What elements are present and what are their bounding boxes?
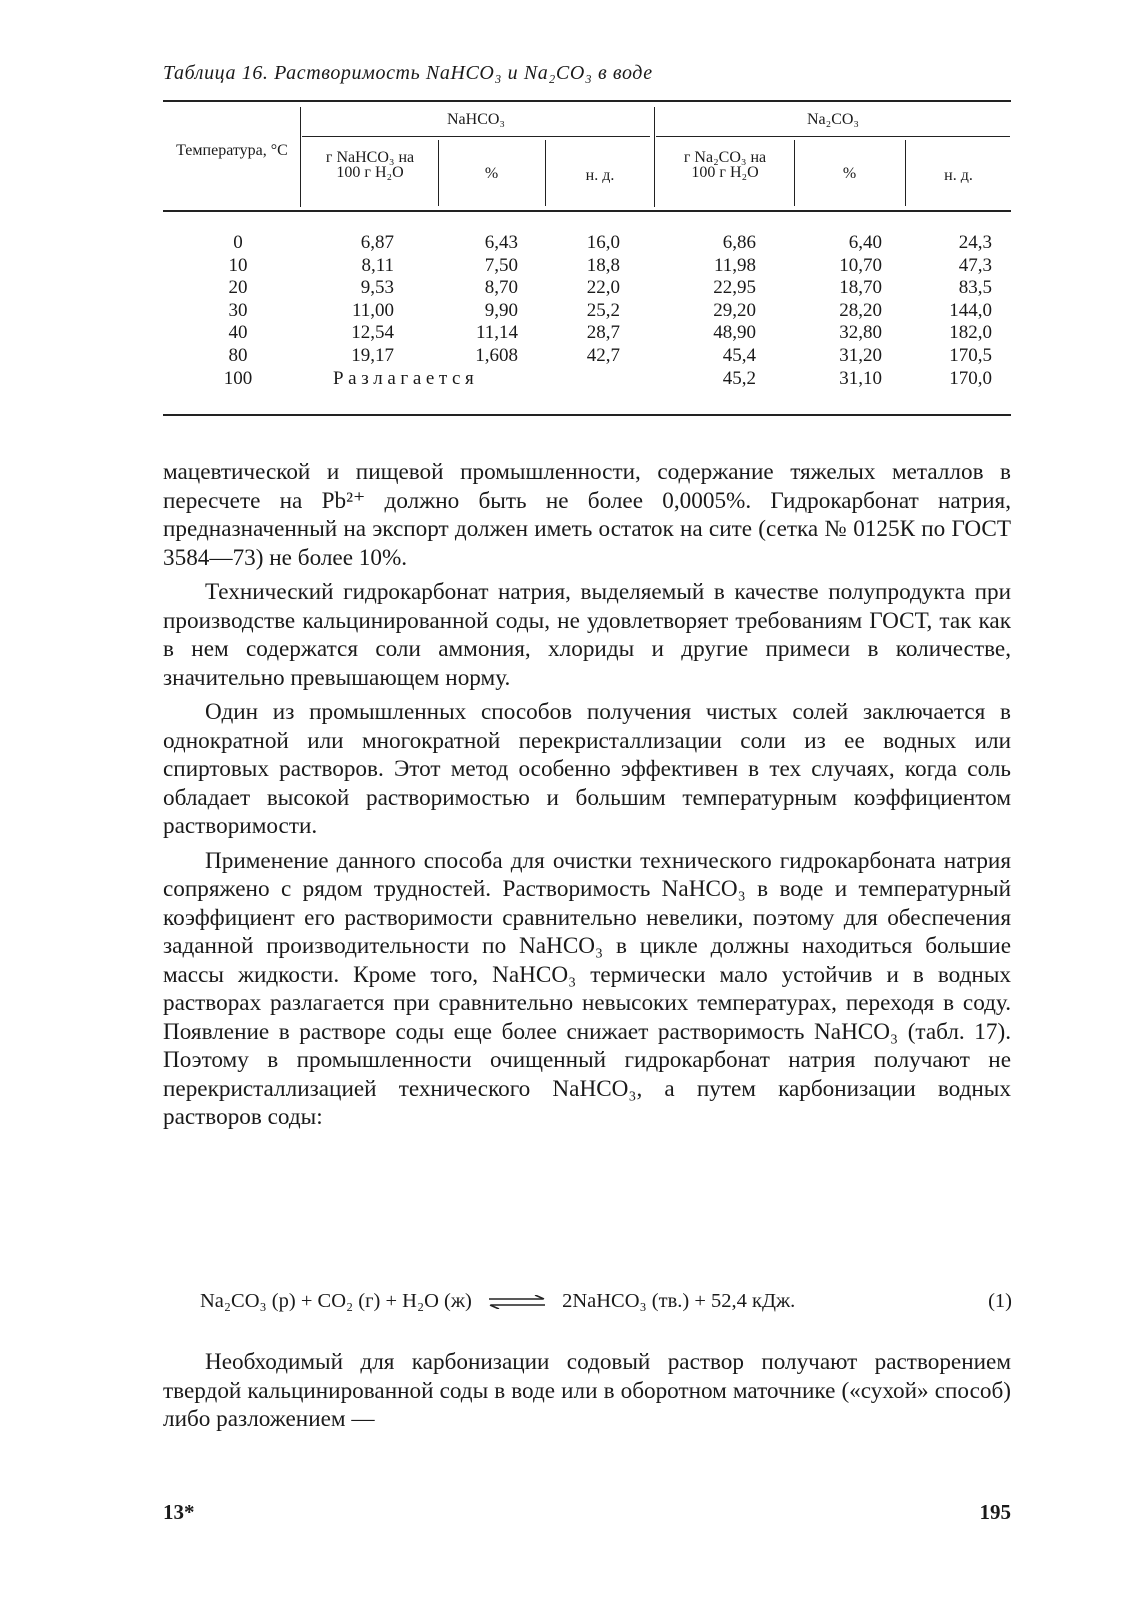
- paragraph: Применение данного способа для очистки технического гидрокарбоната натрия сопряжено с рядом трудностей. Растворимость NaHCO₃ в воде и температурный коэффициент его растворимости сравнительно невелики, поэтому для обеспечения заданной производительности по NaHCO₃ в цикле должны находиться большие массы жидкости. Кроме того, NaHCO₃ термически мало устойчив и в водных растворах разлагается при сравнительно невысоких температурах, переходя в соду. Появление в растворе соды еще более снижает растворимость NaHCO₃ (табл. 17). Поэтому в промышленности очищенный гидрокарбонат натрия получают не перекристаллизацией технического NaHCO₃, а путем карбонизации водных растворов соды:: [163, 847, 1011, 1130]
- table-cell: 28,20: [839, 299, 882, 321]
- table-cell: 8,11: [361, 254, 394, 276]
- table-cell: 6,87: [360, 232, 394, 253]
- g-nahco3-header: г NaHCO₃ на 100 г H₂O: [325, 149, 415, 181]
- equation-right: 2NaHCO₃ (тв.) + 52,4 кДж.: [562, 1290, 796, 1312]
- g-na2co3-header: г Na₂CO₃ на 100 г H₂O: [683, 149, 767, 181]
- na2co3-group-header: Na₂CO₃: [806, 111, 860, 128]
- table-cell: 28,7: [586, 322, 620, 344]
- table-cell: 47,3: [958, 254, 992, 276]
- percent-header: %: [484, 165, 499, 182]
- table-divider: [794, 140, 795, 206]
- table-cell: 48,90: [713, 322, 756, 344]
- table-cell: 45,4: [722, 344, 756, 366]
- table-divider: [905, 140, 906, 206]
- nd-na2co3-column: [910, 232, 992, 390]
- body-text-upper: [163, 458, 1011, 1138]
- page-number: 195: [979, 1500, 1011, 1524]
- table-cell: 182,0: [949, 322, 992, 344]
- table-cell: 18,8: [586, 254, 620, 276]
- table-cell: 8,70: [484, 277, 518, 299]
- table-cell: 6,86: [722, 232, 756, 253]
- paragraph: Технический гидрокарбонат натрия, выделяемый в качестве полупродукта при производстве кальцинированной соды, не удовлетворяет требованиям ГОСТ, так как в нем содержатся соли аммония, хлориды и другие примеси в количестве, значительно превышающем норму.: [163, 579, 1011, 691]
- paragraph: Один из промышленных способов получения чистых солей заключается в однократной или многократной перекристаллизации соли из ее водных или спиртовых растворов. Этот метод особенно эффективен в тех случаях, когда соль обладает высокой растворимостью и большим температурным коэффициентом растворимости.: [163, 699, 1011, 839]
- paragraph: мацевтической и пищевой промышленности, содержание тяжелых металлов в пересчете на Pb²⁺ должно быть не более 0,0005%. Гидрокарбонат натрия, предназначенный на экспорт должен иметь остаток на сите (сетка № 0125К по ГОСТ 3584—73) не более 10%.: [163, 459, 1011, 571]
- table-caption: Таблица 16. Растворимость NaHCO₃ и Na₂CO₃ в воде: [163, 62, 653, 84]
- table-cell: 19,17: [351, 344, 394, 366]
- g-nahco3-column: [320, 232, 394, 368]
- nd-nahco3-column: [552, 232, 620, 368]
- nd-header: н. д.: [585, 167, 615, 184]
- table-cell: 9,90: [484, 299, 518, 321]
- table-cell: 1,608: [475, 344, 518, 366]
- table-cell: 25,2: [586, 299, 620, 321]
- table-cell: 144,0: [949, 299, 992, 321]
- body-text-lower: [163, 1348, 1011, 1440]
- group-rule: [302, 136, 650, 137]
- table-cell: 32,80: [839, 322, 882, 344]
- temperature-header: Температура, °C: [176, 142, 288, 159]
- table-cell: 170,5: [949, 344, 992, 366]
- table-cell: 11,00: [351, 299, 394, 321]
- equation-number: (1): [988, 1290, 1012, 1312]
- percent-header: %: [842, 165, 857, 182]
- g-na2co3-column: [672, 232, 756, 390]
- signature-mark: 13*: [163, 1500, 195, 1524]
- nd-header: н. д.: [944, 167, 973, 184]
- table-cell: 100: [223, 367, 253, 389]
- table-divider: [438, 140, 439, 206]
- table-cell: 24,3: [958, 232, 992, 253]
- table-cell: 6,43: [484, 232, 518, 253]
- decomposes-note: Разлагается: [333, 368, 479, 389]
- equilibrium-arrow-icon: [487, 1295, 547, 1309]
- table-divider: [545, 140, 546, 206]
- table-cell: 83,5: [958, 277, 992, 299]
- table-cell: 9,53: [360, 277, 394, 299]
- paragraph: Необходимый для карбонизации содовый раствор получают растворением твердой кальцинированной соды в воде или в оборотном маточнике («сухой» способ) либо разложением —: [163, 1349, 1011, 1432]
- table-cell: 12,54: [351, 322, 394, 344]
- table-top-rule: [163, 100, 1011, 102]
- table-cell: 6,40: [848, 232, 882, 253]
- table-cell: 18,70: [839, 277, 882, 299]
- table-cell: 11,14: [475, 322, 518, 344]
- table-cell: 0: [233, 232, 243, 253]
- table-cell: 20: [228, 277, 248, 299]
- table-cell: 80: [228, 344, 248, 366]
- table-cell: 40: [228, 322, 248, 344]
- table-cell: 22,95: [713, 277, 756, 299]
- table-cell: 10,70: [839, 254, 882, 276]
- group-rule: [656, 136, 1010, 137]
- temperature-column: [196, 232, 280, 390]
- table-cell: 45,2: [722, 367, 756, 389]
- table-cell: 7,50: [484, 254, 518, 276]
- equation-left: Na₂CO₃ (р) + CO₂ (г) + H₂O (ж): [200, 1290, 472, 1312]
- table-cell: 42,7: [586, 344, 620, 366]
- percent-nahco3-column: [446, 232, 518, 368]
- table-cell: 10: [228, 254, 248, 276]
- table-cell: 31,10: [839, 367, 882, 389]
- table-cell: 11,98: [713, 254, 756, 276]
- table-bottom-rule: [163, 414, 1011, 416]
- table-cell: 22,0: [586, 277, 620, 299]
- table-header-rule: [163, 210, 1011, 212]
- nahco3-group-header: NaHCO₃: [446, 111, 505, 128]
- percent-na2co3-column: [796, 232, 882, 390]
- table-divider: [654, 107, 655, 207]
- table-cell: 31,20: [839, 344, 882, 366]
- table-cell: 29,20: [713, 299, 756, 321]
- table-cell: 16,0: [586, 232, 620, 253]
- table-cell: 30: [228, 299, 248, 321]
- table-cell: 170,0: [949, 367, 992, 389]
- equation: [200, 1290, 1012, 1313]
- table-divider: [300, 107, 301, 207]
